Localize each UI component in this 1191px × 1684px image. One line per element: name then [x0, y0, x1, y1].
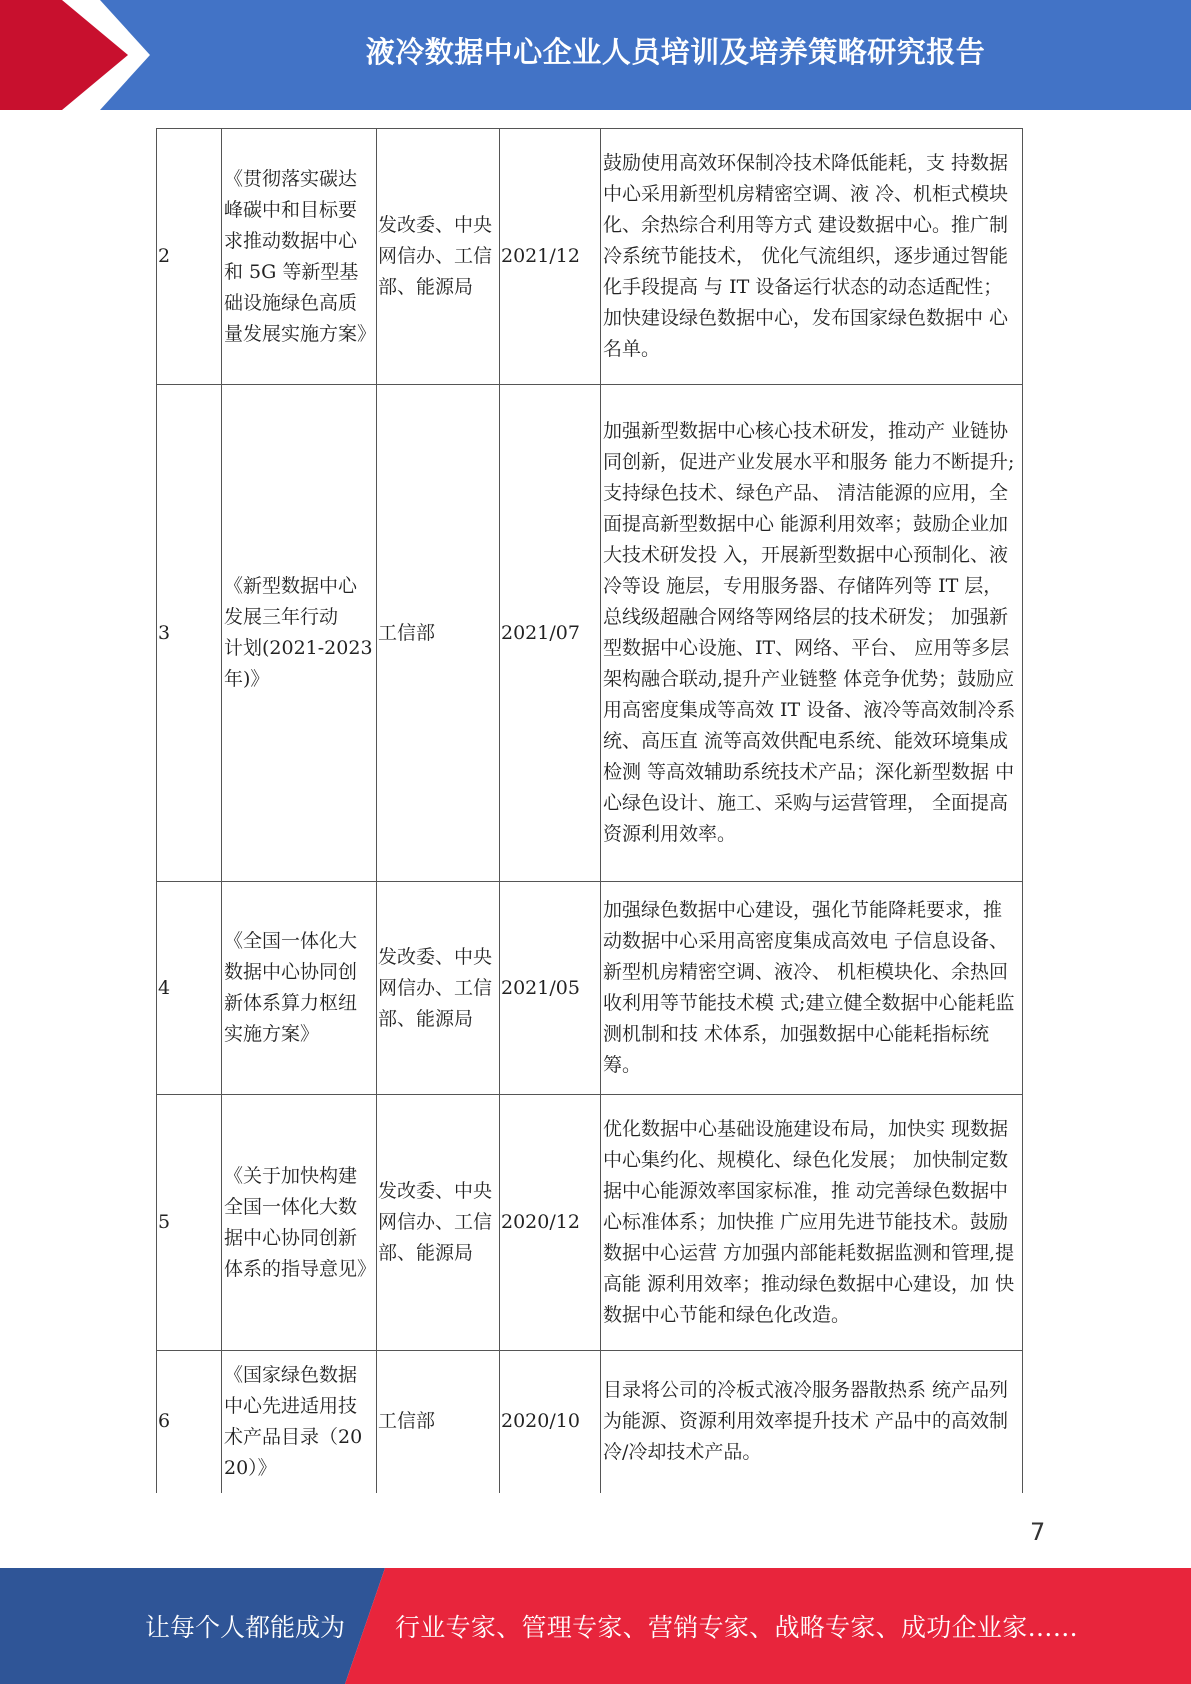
header-arrow-decoration: [0, 0, 160, 110]
policy-name: 《关于加快构建全国一体化大数据中心协同创新体系的指导意见》: [222, 1095, 377, 1351]
policy-content: 目录将公司的冷板式液冷服务器散热系 统产品列为能源、资源利用效率提升技术 产品中的高效制冷/冷却技术产品。: [601, 1351, 1023, 1493]
issue-date: 2020/10: [500, 1351, 601, 1493]
issue-date: 2021/05: [500, 882, 601, 1095]
table-row: [157, 1095, 1023, 1351]
policy-name: 《新型数据中心发展三年行动 计划(2021-2023年)》: [222, 385, 377, 882]
table-row: [157, 882, 1023, 1095]
issue-date: 2020/12: [500, 1095, 601, 1351]
policy-content: 鼓励使用高效环保制冷技术降低能耗，支 持数据中心采用新型机房精密空调、液 冷、机柜式模块化、余热综合利用等方式 建设数据中心。推广制冷系统节能技术， 优化气流组织，逐步通过智能化手段提高 与 IT 设备运行状态的动态适配性；加快建设绿色数据中心，发布国家绿色数据中 心名单。: [601, 129, 1023, 385]
table-row: [157, 129, 1023, 385]
issue-date: 2021/12: [500, 129, 601, 385]
issuing-agency: 工信部: [377, 385, 500, 882]
row-number: 4: [157, 882, 222, 1095]
page-header: [0, 0, 1191, 110]
footer-slogan-right: 行业专家、管理专家、营销专家、战略专家、成功企业家……: [395, 1613, 1079, 1642]
document-title: 液冷数据中心企业人员培训及培养策略研究报告: [365, 34, 986, 69]
policy-name: 《国家绿色数据中心先进适用技术产品目录（2020）》: [222, 1351, 377, 1493]
issuing-agency: 发改委、中央网信办、工信部、能源局: [377, 129, 500, 385]
issuing-agency: 发改委、中央网信办、工信部、能源局: [377, 882, 500, 1095]
row-number: 3: [157, 385, 222, 882]
page-footer: [0, 1568, 1191, 1684]
policy-name: 《贯彻落实碳达峰碳中和目标要求推动数据中心和 5G 等新型基础设施绿色高质量发展实施方案》: [222, 129, 377, 385]
policy-content: 加强绿色数据中心建设，强化节能降耗要求，推动数据中心采用高密度集成高效电 子信息设备、新型机房精密空调、液冷、 机柜模块化、余热回收利用等节能技术模 式;建立健全数据中心能耗监测机制和技 术体系，加强数据中心能耗指标统筹。: [601, 882, 1023, 1095]
page-number: 7: [1030, 1518, 1046, 1546]
row-number: 2: [157, 129, 222, 385]
row-number: 6: [157, 1351, 222, 1493]
policy-content: 优化数据中心基础设施建设布局，加快实 现数据中心集约化、规模化、绿色化发展； 加快制定数据中心能源效率国家标准，推 动完善绿色数据中心标准体系；加快推 广应用先进节能技术。鼓励数据中心运营 方加强内部能耗数据监测和管理,提高能 源利用效率；推动绿色数据中心建设，加 快数据中心节能和绿色化改造。: [601, 1095, 1023, 1351]
row-number: 5: [157, 1095, 222, 1351]
footer-slogan-left: 让每个人都能成为: [144, 1613, 345, 1642]
policy-content: 加强新型数据中心核心技术研发，推动产 业链协同创新，促进产业发展水平和服务 能力不断提升;支持绿色技术、绿色产品、 清洁能源的应用，全面提高新型数据中心 能源利用效率；鼓励企业加大技术研发投 入，开展新型数据中心预制化、液冷等设 施层，专用服务器、存储阵列等 IT 层， 总线级超融合网络等网络层的技术研发； 加强新型数据中心设施、IT、网络、平台、 应用等多层架构融合联动,提升产业链整 体竞争优势；鼓励应用高密度集成等高效 IT 设备、液冷等高效制冷系统、高压直 流等高效供配电系统、能效环境集成检测 等高效辅助系统技术产品；深化新型数据 中心绿色设计、施工、采购与运营管理， 全面提高资源利用效率。: [601, 385, 1023, 882]
table-row: [157, 1351, 1023, 1493]
table-row: [157, 385, 1023, 882]
issuing-agency: 发改委、中央网信办、工信部、能源局: [377, 1095, 500, 1351]
policy-table: [156, 128, 1023, 1493]
issue-date: 2021/07: [500, 385, 601, 882]
issuing-agency: 工信部: [377, 1351, 500, 1493]
policy-name: 《全国一体化大数据中心协同创新体系算力枢纽实施方案》: [222, 882, 377, 1095]
